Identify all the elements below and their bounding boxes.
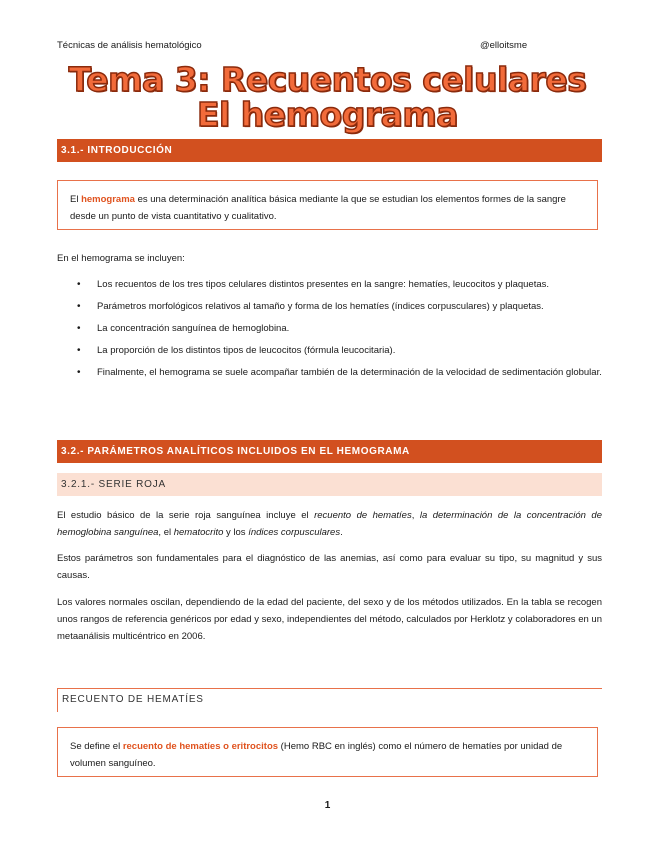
section-heading-parametros: 3.2.- PARÁMETROS ANALÍTICOS INCLUIDOS EN EL HEMOGRAMA — [57, 440, 602, 463]
list-item: • La proporción de los distintos tipos de leucocitos (fórmula leucocitaria). — [57, 340, 602, 362]
header-left: Técnicas de análisis hematológico — [57, 40, 202, 51]
bullet-icon: • — [77, 367, 81, 378]
list-item: • La concentración sanguínea de hemoglobina. — [57, 318, 602, 340]
title-line-2: El hemograma — [196, 95, 459, 134]
definition-box — [57, 180, 598, 230]
header-right: @elloitsme — [480, 40, 528, 51]
recuento-pre: Se define el — [70, 741, 123, 752]
definition-highlight: hemograma — [81, 194, 135, 205]
list-item: • Parámetros morfológicos relativos al tamaño y forma de los hematíes (índices corpusculares) y plaquetas. — [57, 296, 602, 318]
subsection-heading-serie-roja: 3.2.1.- SERIE ROJA — [57, 473, 602, 496]
bullet-icon: • — [77, 301, 81, 312]
recuento-post: (Hemo RBC en inglés) como el número de hematíes por unidad de volumen sanguíneo. — [70, 741, 563, 769]
bullet-icon: • — [77, 323, 81, 334]
title-line-1: Tema 3: Recuentos celulares — [68, 60, 587, 99]
bullet-list — [57, 274, 602, 384]
list-item: • Los recuentos de los tres tipos celulares distintos presentes en la sangre: hematíes, leucocitos y plaquetas. — [57, 274, 602, 296]
recuento-heading: RECUENTO DE HEMATÍES — [57, 688, 602, 712]
recuento-definition-box — [57, 727, 598, 777]
bullet-icon: • — [77, 279, 81, 290]
serie-roja-paragraph-2: Estos parámetros son fundamentales para el diagnóstico de las anemias, así como para evaluar su tipo, su magnitud y sus causas. — [57, 553, 602, 581]
page-number: 1 — [324, 800, 331, 811]
recuento-highlight: recuento de hematíes o eritrocitos — [122, 741, 279, 752]
definition-post: es una determinación analítica básica mediante la que se estudian los elementos formes de la sangre desde un punto de vista cuantitativo y cualitativo. — [70, 194, 566, 222]
definition-pre: El — [70, 194, 82, 205]
serie-roja-paragraph-1: El estudio básico de la serie roja sanguínea incluye el recuento de hematíes, la determinación de la concentración de hemoglobina sanguínea, el hematocrito y los índices corpusculares. — [57, 510, 602, 538]
bullet-icon: • — [77, 345, 81, 356]
serie-roja-paragraph-3: Los valores normales oscilan, dependiendo de la edad del paciente, del sexo y de los métodos utilizados. En la tabla se recogen unos rangos de referencia genéricos por edad y sexo, independientes del método, calculados por Herklotz y colaboradores en un metaanálisis multicéntrico en 2006. — [57, 597, 602, 642]
section-heading-intro: 3.1.- INTRODUCCIÓN — [57, 139, 602, 162]
list-item: • Finalmente, el hemograma se suele acompañar también de la determinación de la velocidad de sedimentación globular. — [57, 362, 602, 384]
intro-text: En el hemograma se incluyen: — [57, 253, 185, 264]
